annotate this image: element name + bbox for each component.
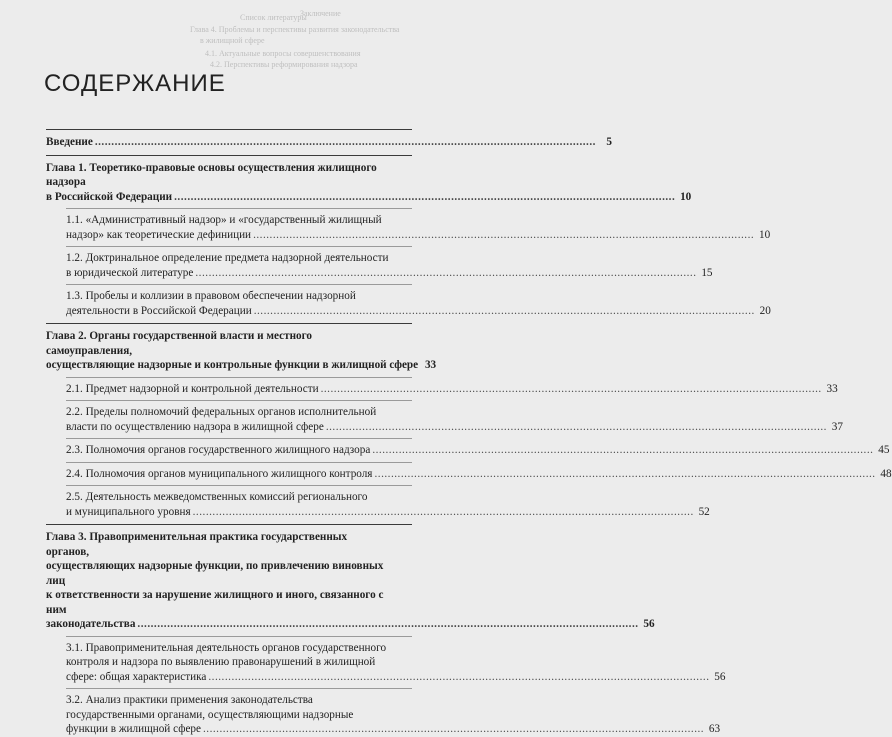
section-rule bbox=[46, 524, 412, 525]
dot-leader bbox=[137, 617, 638, 632]
toc-subsection[interactable] bbox=[46, 490, 710, 519]
toc-entry-line: функции в жилищной сфере bbox=[66, 723, 201, 735]
toc-entry-last-line bbox=[66, 420, 843, 435]
bleed-line: Глава 4. Проблемы и перспективы развития законодательства bbox=[190, 25, 400, 34]
dot-leader bbox=[372, 443, 873, 458]
page-number: 56 bbox=[714, 670, 726, 683]
toc-chapter[interactable] bbox=[46, 329, 437, 373]
toc-entry-line: надзор» как теоретические дефиниции bbox=[66, 228, 252, 241]
toc-entry-line: 1.1. «Административный надзор» и «государственный жилищный bbox=[66, 214, 382, 226]
toc-entry-line: власти по осуществлению надзора в жилищной сфере bbox=[66, 420, 324, 433]
toc-subsection[interactable] bbox=[46, 405, 843, 434]
toc-subsection[interactable] bbox=[46, 693, 721, 737]
dot-leader bbox=[174, 190, 675, 205]
toc-entry-line: законодательства bbox=[46, 618, 136, 630]
toc-subsection[interactable] bbox=[46, 467, 892, 482]
dot-leader bbox=[374, 467, 875, 482]
entry-rule bbox=[66, 485, 412, 486]
toc-entry-last-line bbox=[46, 617, 655, 632]
table-of-contents bbox=[46, 124, 892, 737]
entry-rule bbox=[66, 377, 412, 378]
toc-entry-last-line bbox=[46, 135, 612, 150]
dot-leader bbox=[254, 304, 755, 319]
toc-subsection[interactable] bbox=[46, 289, 771, 318]
page-title: СОДЕРЖАНИЕ bbox=[44, 70, 226, 97]
toc-subsection[interactable] bbox=[46, 641, 726, 685]
page-number: 56 bbox=[643, 618, 655, 630]
toc-entry-line: контроля и надзора по выявлению правонарушений в жилищной bbox=[66, 656, 376, 668]
toc-intro[interactable] bbox=[46, 135, 612, 150]
dot-leader bbox=[326, 420, 827, 435]
entry-rule bbox=[66, 400, 412, 401]
toc-entry-last-line bbox=[46, 358, 437, 373]
toc-entry-line: 3.1. Правоприменительная деятельность органов государственного bbox=[66, 641, 387, 654]
page-number: 52 bbox=[698, 505, 710, 518]
entry-rule bbox=[66, 636, 412, 637]
toc-entry-last-line bbox=[66, 467, 892, 482]
toc-entry-line: 2.5. Деятельность межведомственных комиссий регионального bbox=[66, 491, 368, 503]
dot-leader bbox=[95, 135, 596, 150]
toc-entry-last-line bbox=[46, 190, 692, 205]
toc-subsection[interactable] bbox=[46, 213, 771, 242]
page-number: 33 bbox=[826, 382, 838, 395]
toc-entry-line: и муниципального уровня bbox=[66, 505, 191, 518]
toc-subsection[interactable] bbox=[46, 382, 838, 397]
toc-entry-line: деятельности в Российской Федерации bbox=[66, 304, 252, 317]
toc-entry-line: 2.3. Полномочия органов государственного жилищного надзора bbox=[66, 444, 371, 456]
toc-chapter[interactable] bbox=[46, 530, 655, 632]
toc-entry-line: 2.1. Предмет надзорной и контрольной деятельности bbox=[66, 382, 319, 395]
toc-chapter[interactable] bbox=[46, 161, 692, 205]
toc-entry-line: в Российской Федерации bbox=[46, 190, 173, 203]
toc-subsection[interactable] bbox=[46, 443, 890, 458]
toc-entry-last-line bbox=[66, 670, 726, 685]
section-rule bbox=[46, 129, 412, 130]
toc-entry-last-line bbox=[66, 228, 771, 243]
toc-entry-line: сфере: общая характеристика bbox=[66, 670, 207, 683]
dot-leader bbox=[195, 266, 696, 281]
book-page bbox=[22, 0, 892, 735]
page-number: 33 bbox=[424, 359, 437, 371]
entry-rule bbox=[66, 208, 412, 209]
page-number: 45 bbox=[878, 444, 890, 456]
page-number: 10 bbox=[759, 228, 771, 241]
bleed-line: 4.1. Актуальные вопросы совершенствования bbox=[205, 49, 361, 58]
toc-entry-line: Введение bbox=[46, 136, 93, 148]
page-number: 20 bbox=[759, 304, 771, 317]
toc-entry-last-line bbox=[66, 722, 721, 737]
entry-rule bbox=[66, 688, 412, 689]
toc-entry-line: Глава 2. Органы государственной власти и местного самоуправления, bbox=[46, 330, 313, 357]
entry-rule bbox=[66, 284, 412, 285]
toc-entry-line: Глава 3. Правоприменительная практика государственных органов, bbox=[46, 531, 348, 558]
bleed-line: Заключение bbox=[300, 9, 341, 18]
bleed-line: в жилищной сфере bbox=[200, 36, 265, 45]
toc-entry-line: 1.2. Доктринальное определение предмета надзорной деятельности bbox=[66, 252, 389, 264]
toc-entry-line: 1.3. Пробелы и коллизии в правовом обеспечении надзорной bbox=[66, 290, 356, 302]
page-number: 37 bbox=[831, 420, 843, 433]
dot-leader bbox=[203, 722, 704, 737]
dot-leader bbox=[208, 670, 709, 685]
toc-entry-line: к ответственности за нарушение жилищного и иного, связанного с ним bbox=[46, 589, 384, 616]
entry-rule bbox=[66, 462, 412, 463]
toc-subsection[interactable] bbox=[46, 251, 713, 280]
toc-entry-line: государственными органами, осуществляющими надзорные bbox=[66, 708, 354, 721]
section-rule bbox=[46, 155, 412, 156]
toc-entry-line: в юридической литературе bbox=[66, 266, 194, 279]
toc-entry-line: осуществляющих надзорные функции, по привлечению виновных лиц bbox=[46, 560, 384, 587]
page-number: 15 bbox=[701, 266, 713, 279]
dot-leader bbox=[253, 228, 754, 243]
dot-leader bbox=[321, 382, 822, 397]
toc-entry-last-line bbox=[66, 304, 771, 319]
toc-entry-last-line bbox=[66, 266, 713, 281]
page-number: 10 bbox=[680, 190, 692, 203]
dot-leader bbox=[193, 505, 694, 520]
toc-entry-line: 2.2. Пределы полномочий федеральных органов исполнительной bbox=[66, 406, 377, 418]
toc-entry-line: 3.2. Анализ практики применения законодательства bbox=[66, 694, 313, 706]
toc-entry-last-line bbox=[66, 382, 838, 397]
toc-entry-line: осуществляющие надзорные и контрольные функции в жилищной сфере bbox=[46, 359, 419, 371]
page-number: 5 bbox=[606, 136, 612, 148]
section-rule bbox=[46, 323, 412, 324]
toc-entry-line: Глава 1. Теоретико-правовые основы осуществления жилищного надзора bbox=[46, 161, 377, 188]
entry-rule bbox=[66, 438, 412, 439]
page-number: 48 bbox=[880, 467, 892, 480]
toc-entry-last-line bbox=[66, 505, 710, 520]
toc-entry-last-line bbox=[66, 443, 890, 458]
page-number: 63 bbox=[708, 723, 721, 735]
bleed-line: 4.2. Перспективы реформирования надзора bbox=[210, 60, 358, 69]
entry-rule bbox=[66, 246, 412, 247]
bleed-line: Список литературы bbox=[240, 13, 307, 22]
toc-entry-line: 2.4. Полномочия органов муниципального жилищного контроля bbox=[66, 467, 373, 480]
